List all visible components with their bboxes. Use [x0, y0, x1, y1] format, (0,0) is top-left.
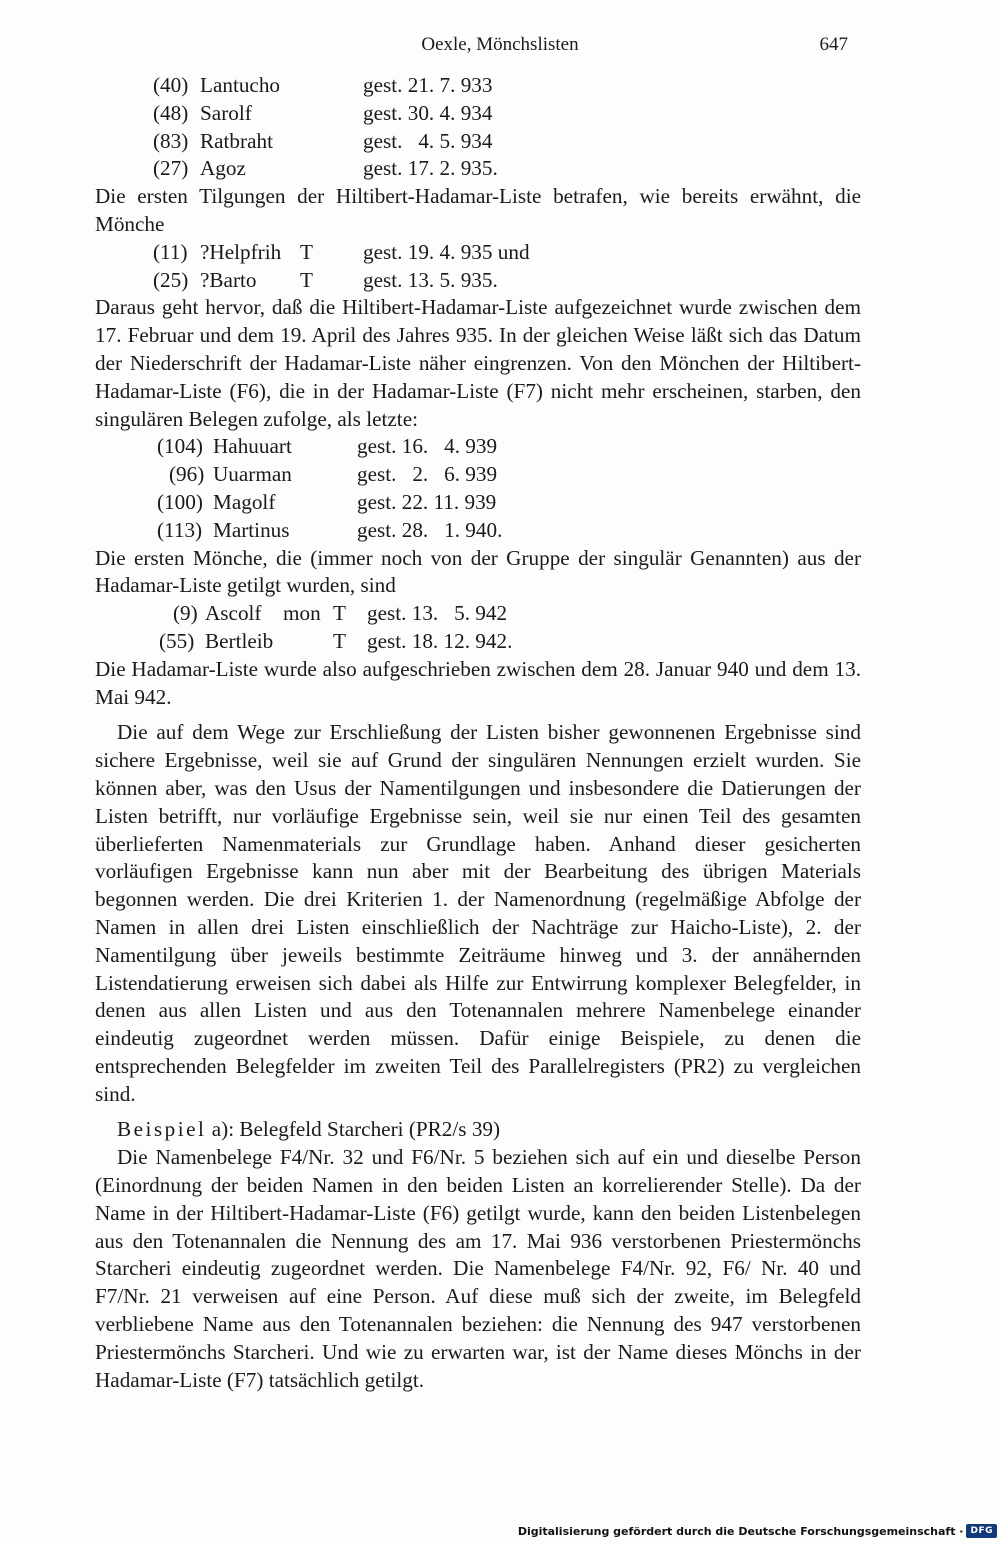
paragraph: Daraus geht hervor, daß die Hiltibert-Hadamar-Liste aufgezeichnet wurde zwischen dem 17. Februar und dem 19. April des Jahres 935. In der gleichen Weise läßt sich das Datum der Niederschrift der Hadamar-Liste näher eingrenzen. Von den Mönchen der Hiltibert-Hadamar-Liste (F6), die in der Hadamar-Liste (F7) nicht mehr erscheinen, starben, den singulären Belegen zufolge, als letzte: — [95, 295, 861, 431]
paragraph-gap — [95, 711, 861, 719]
dfg-logo: DFG — [966, 1524, 997, 1538]
death-date: gest. 28. 1. 940. — [357, 517, 503, 542]
running-title: Oexle, Mönchslisten — [421, 34, 579, 55]
paragraph: Die Namenbelege F4/Nr. 32 und F6/Nr. 5 beziehen sich auf ein und dieselbe Person (Einordnung der beiden Namen in den beiden Listen an korrelierender Stelle). Da der Name in der Hiltibert-Hadamar-Liste (F6) getilgt wurde, kann den beiden Listenbelegen aus den Totenannalen die Nennung des am 17. Mai 936 verstorbenen Priestermönchs Starcheri eindeutig zugeordnet werden. Die Namenbelege F4/Nr. 92, F6/ Nr. 40 und F7/Nr. 21 verweisen auf eine Person. Auf diese muß sich der zweite, im Belegfeld verbliebene Name aus den Totenannalen beziehen: die Nennung des 947 verstorbenen Priestermönchs Starcheri. Und wie zu erwarten war, ist der Name dieses Mönchs in der Hadamar-Liste (F7) tatsächlich getilgt. — [95, 1145, 861, 1392]
tilgung-mark: T — [333, 601, 346, 626]
footer-text: Digitalisierung gefördert durch die Deutsche Forschungsgemeinschaft · — [517, 1524, 964, 1538]
list-item — [95, 155, 861, 183]
list-item — [95, 128, 861, 156]
monk-name: ?Barto — [200, 267, 257, 292]
entry-number: (104) — [157, 434, 203, 459]
death-date: gest. 2. 6. 939 — [357, 462, 498, 487]
paragraph: Die ersten Mönche, die (immer noch von der Gruppe der singulär Genannten) aus der Hadamar-Liste getilgt wurden, sind — [95, 545, 861, 598]
example-label: Beispiel — [117, 1117, 207, 1142]
death-date: gest. 30. 4. 934 — [363, 100, 493, 125]
death-date: gest. 22. 11. 939 — [357, 489, 497, 514]
monk-name: Magolf — [213, 489, 276, 514]
death-list-4 — [95, 600, 861, 656]
entry-number: (27) — [153, 156, 189, 181]
death-date: gest. 18. 12. 942. — [367, 628, 513, 653]
digitization-footer — [518, 1520, 1000, 1542]
entry-number: (11) — [153, 239, 188, 264]
running-head — [0, 30, 1000, 60]
monk-name: Ascolf — [205, 601, 262, 626]
entry-number: (48) — [153, 100, 189, 125]
entry-number: (40) — [153, 73, 189, 97]
monk-name: ?Helpfrih — [200, 239, 282, 264]
tilgung-mark: T — [333, 628, 346, 653]
paragraph-gap — [95, 1108, 861, 1116]
entry-number: (9) — [173, 601, 198, 626]
list-item — [95, 600, 861, 628]
death-date: gest. 13. 5. 935. — [363, 267, 498, 292]
monk-status: mon — [283, 601, 321, 626]
entry-number: (55) — [159, 628, 195, 653]
death-list-1 — [95, 72, 861, 183]
entry-number: (96) — [169, 462, 205, 487]
monk-name: Bertleib — [205, 628, 274, 653]
entry-number: (113) — [157, 517, 203, 542]
death-list-3 — [95, 433, 861, 544]
list-item — [95, 267, 861, 295]
entry-number: (100) — [157, 489, 203, 514]
list-item — [95, 628, 861, 656]
list-item — [95, 100, 861, 128]
paragraph: Die Hadamar-Liste wurde also aufgeschrieben zwischen dem 28. Januar 940 und dem 13. Mai 942. — [95, 656, 861, 709]
death-date: gest. 4. 5. 934 — [363, 128, 493, 153]
entry-number: (25) — [153, 267, 189, 292]
monk-name: Martinus — [213, 517, 290, 542]
list-item — [95, 517, 861, 545]
death-date: gest. 13. 5. 942 — [367, 601, 508, 626]
tilgung-mark: T — [300, 239, 313, 264]
paragraph: Die auf dem Wege zur Erschließung der Listen bisher gewonnenen Ergebnisse sind sichere Ergebnisse, weil sie auf Grund der singulären Nennungen erzielt wurden. Sie können aber, was den Usus der Namentilgungen und insbesondere die Datierungen der Listen betrifft, nur vorläufige Ergebnisse sein, weil sie nur einen Teil des gesamten überlieferten Namenmaterials zur Grundlage haben. Anhand dieser gesicherten vorläufigen Ergebnisse kann nun aber mit der Bearbeitung des übrigen Materials begonnen werden. Die drei Kriterien 1. der Namenordnung (regelmäßige Abfolge der Namen in allen drei Listen einschließlich der Nachträge zur Haicho-Liste), 2. der Namentilgung über jeweils bestimmte Zeiträume hinweg und 3. der annähernden Listendatierung erweisen sich dabei als Hilfe zur Entwirrung komplexer Belegfelder, in denen aus allen Listen und aus den Totenannalen mehrere Namenbelege einander eindeutig zugeordnet werden müssen. Dafür einige Beispiele, zu denen die entsprechenden Belegfelder im zweiten Teil des Parallelregisters (PR2) zu vergleichen sind. — [95, 720, 861, 1106]
example-heading — [95, 1116, 861, 1144]
monk-name: Hahuuart — [213, 434, 292, 459]
death-date: gest. 19. 4. 935 und — [363, 239, 530, 264]
death-date: gest. 21. 7. 933 — [363, 73, 493, 97]
paragraph: Die ersten Tilgungen der Hiltibert-Hadamar-Liste betrafen, wie bereits erwähnt, die Mönche — [95, 184, 861, 236]
monk-name: Sarolf — [200, 100, 252, 125]
page-number: 647 — [819, 34, 848, 55]
page-body — [95, 72, 861, 1394]
death-date: gest. 17. 2. 935. — [363, 156, 498, 181]
list-item — [95, 239, 861, 267]
list-item — [95, 433, 861, 461]
monk-name: Agoz — [200, 156, 246, 181]
death-date: gest. 16. 4. 939 — [357, 434, 498, 459]
death-list-2 — [95, 239, 861, 295]
entry-number: (83) — [153, 128, 189, 153]
tilgung-mark: T — [300, 267, 313, 292]
monk-name: Ratbraht — [200, 128, 273, 153]
monk-name: Lantucho — [200, 73, 281, 97]
monk-name: Uuarman — [213, 462, 292, 487]
list-item — [95, 72, 861, 100]
example-title: a): Belegfeld Starcheri (PR2/s 39) — [206, 1117, 501, 1142]
list-item — [95, 461, 861, 489]
list-item — [95, 489, 861, 517]
